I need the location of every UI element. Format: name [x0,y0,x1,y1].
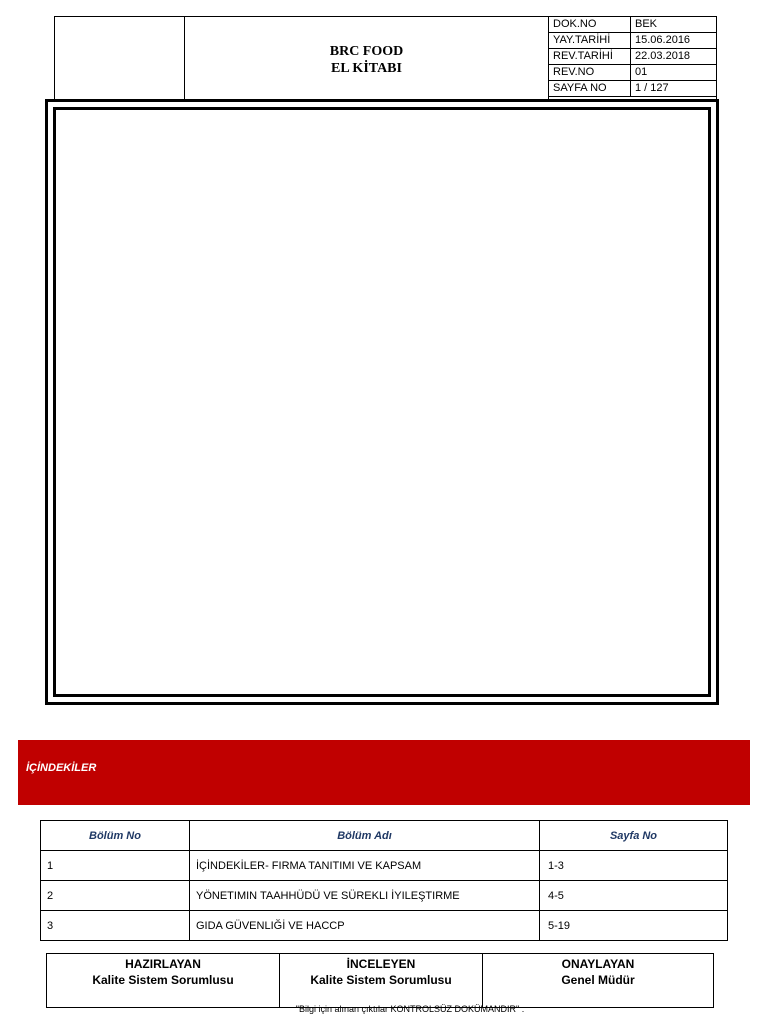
meta-row [549,33,717,49]
meta-label: REV.NO [549,65,631,81]
toc-row [41,851,728,881]
meta-label: DOK.NO [549,17,631,33]
toc-header-row [41,821,728,851]
meta-label: SAYFA NO [549,81,631,97]
meta-row [549,17,717,33]
title-line-2: EL KİTABI [331,61,402,76]
meta-label: REV.TARİHİ [549,49,631,65]
toc-section-no: 1 [41,851,190,881]
toc-page-no: 1-3 [540,851,728,881]
toc-banner-title: İÇİNDEKİLER [26,762,97,774]
signature-person: Kalite Sistem Sorumlusu [310,973,452,987]
toc-col-section-name: Bölüm Adı [190,821,540,851]
meta-row [549,81,717,97]
toc-page-no: 4-5 [540,881,728,911]
meta-row [549,65,717,81]
signature-approved [483,954,714,1008]
signature-prepared [47,954,280,1008]
toc-section-name: YÖNETIMIN TAAHHÜDÜ VE SÜREKLI İYILEŞTIRME [190,881,540,911]
logo-cell [55,17,185,105]
toc-page-no: 5-19 [540,911,728,941]
signature-row [47,954,714,1008]
toc-section-name: İÇİNDEKİLER- FIRMA TANITIMI VE KAPSAM [190,851,540,881]
toc-col-page-no: Sayfa No [540,821,728,851]
toc-col-section-no: Bölüm No [41,821,190,851]
meta-value: 01 [631,65,718,81]
document-title [185,17,549,105]
meta-label: YAY.TARİHİ [549,33,631,49]
toc-row [41,881,728,911]
cover-frame-inner [53,107,711,697]
toc-banner [18,740,750,805]
meta-value: 15.06.2016 [631,33,718,49]
signature-person: Genel Müdür [561,973,635,987]
meta-value: 1 / 127 [631,81,718,97]
meta-value: 22.03.2018 [631,49,718,65]
toc-row [41,911,728,941]
toc-table [40,820,728,941]
document-meta-table [549,17,717,97]
toc-section-no: 2 [41,881,190,911]
cover-frame [45,99,719,705]
signature-table [46,953,714,1008]
toc-section-no: 3 [41,911,190,941]
uncontrolled-document-note: "Bilgi için alınan çıktılar KONTROLSÜZ DOKÜMANDIR" . [295,1004,525,1014]
toc-section-name: GIDA GÜVENLIĞİ VE HACCP [190,911,540,941]
title-line-1: BRC FOOD [329,44,404,59]
document-header [54,16,717,106]
meta-value: BEK [631,17,718,33]
meta-row [549,49,717,65]
signature-role: İNCELEYEN [346,957,416,971]
signature-role: ONAYLAYAN [561,957,635,971]
signature-reviewed [280,954,483,1008]
signature-role: HAZIRLAYAN [125,957,201,971]
signature-person: Kalite Sistem Sorumlusu [92,973,234,987]
